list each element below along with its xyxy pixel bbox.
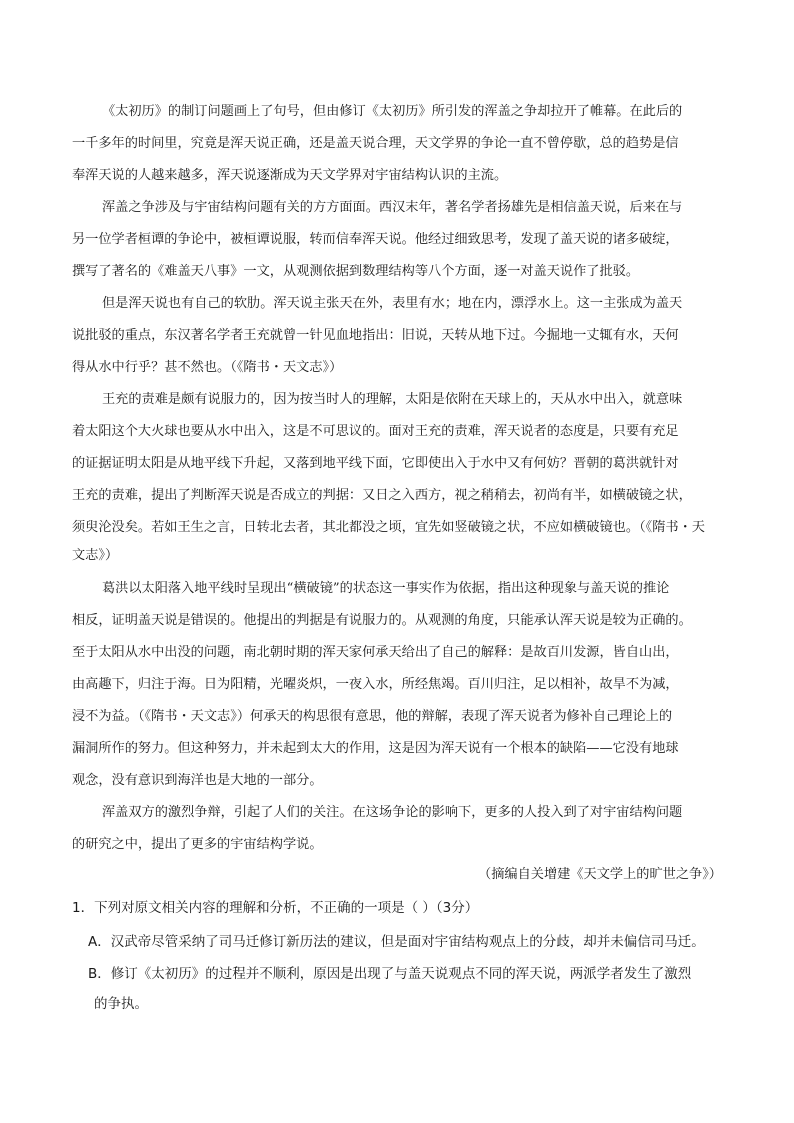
passage-line: 的研究之中，提出了更多的宇宙结构学说。 (72, 837, 323, 852)
passage-line: 相反，证明盖天说是错误的。他提出的判据是有说服力的。从观测的角度，只能承认浑天说是较为正确的。 (72, 613, 692, 628)
question-stem: 1．下列对原文相关内容的理解和分析，不正确的一项是（ ）（3分） (72, 900, 479, 916)
passage-line: 由高趣下，归注于海。日为阳精，光曜炎炽，一夜入水，所经焦竭。百川归注，足以相补，故旱不为减， (72, 677, 679, 692)
passage-line: 文志》） (72, 548, 119, 563)
passage-line: 至于太阳从水中出没的问题，南北朝时期的浑天家何承天给出了自己的解释：是故百川发源，皆自山出， (72, 645, 679, 660)
option-a: A．汉武帝尽管采纳了司马迁修订新历法的建议，但是面对宇宙结构观点上的分歧，却并未偏信司马迁。 (88, 934, 705, 950)
passage-line: 王充的责难是颇有说服力的，因为按当时人的理解，太阳是依附在天球上的，天从水中出入，就意味 (102, 392, 683, 407)
passage-line: 一千多年的时间里，究竟是浑天说正确，还是盖天说合理，天文学界的争论一直不曾停歇，总的趋势是信 (72, 136, 679, 151)
passage-line: 撰写了著名的《难盖天八事》一文，从观测依据到数理结构等八个方面，逐一对盖天说作了批驳。 (72, 264, 640, 279)
passage-line: 着太阳这个大火球也要从水中出入，这是不可思议的。面对王充的责难，浑天说者的态度是，只要有充足 (72, 424, 679, 439)
passage-line: 漏洞所作的努力。但这种努力，并未起到太大的作用，这是因为浑天说有一个根本的缺陷——它没有地球 (72, 741, 679, 756)
passage-line: 观念，没有意识到海洋也是大地的一部分。 (72, 773, 323, 788)
passage-line: 浑盖之争涉及与宇宙结构问题有关的方方面面。西汉末年，著名学者扬雄先是相信盖天说，后来在与 (102, 200, 683, 215)
option-b-continued: 的争执。 (94, 996, 148, 1012)
source-citation: （摘编自关增建《天文学上的旷世之争》） (478, 867, 722, 882)
passage-line: 奉浑天说的人越来越多，浑天说逐渐成为天文学界对宇宙结构认识的主流。 (72, 168, 508, 183)
passage-line: 浑盖双方的激烈争辩，引起了人们的关注。在这场争论的影响下，更多的人投入到了对宇宙结构问题 (102, 805, 683, 820)
passage-line: 但是浑天说也有自己的软肋。浑天说主张天在外，表里有水；地在内，漂浮水上。这一主张成为盖天 (102, 296, 683, 311)
passage-line: 葛洪以太阳落入地平线时呈现出“横破镜”的状态这一事实作为依据，指出这种现象与盖天说的推论 (102, 581, 670, 596)
passage-line: 的证据证明太阳是从地平线下升起，又落到地平线下面，它即使出入于水中又有何妨？晋朝的葛洪就针对 (72, 456, 679, 471)
passage-line: 说批驳的重点，东汉著名学者王充就曾一针见血地指出：旧说，天转从地下过。今掘地一丈辄有水，天何 (72, 328, 679, 343)
passage-line: 浸不为益。（《隋书・天文志》）何承天的构思很有意思，他的辩解，表现了浑天说者为修补自己理论上的 (72, 709, 673, 724)
passage-line: 另一位学者桓谭的争论中，被桓谭说服，转而信奉浑天说。他经过细致思考，发现了盖天说的诸多破绽， (72, 232, 679, 247)
passage-line: 得从水中行乎？甚不然也。（《隋书・天文志》） (72, 360, 343, 375)
passage-line: 王充的责难，提出了判断浑天说是否成立的判据：又日之入西方，视之稍稍去，初尚有半，如横破镜之状， (72, 488, 692, 503)
option-b: B．修订《太初历》的过程并不顺利，原因是出现了与盖天说观点不同的浑天说，两派学者发生了激烈 (88, 966, 692, 982)
passage-line: 《太初历》的制订问题画上了句号，但由修订《太初历》所引发的浑盖之争却拉开了帷幕。在此后的 (102, 104, 683, 119)
passage-line: 须臾沦没矣。若如王生之言，日转北去者，其北都没之顷，宜先如竖破镜之状，不应如横破镜也。（《隋书・天 (72, 520, 705, 535)
